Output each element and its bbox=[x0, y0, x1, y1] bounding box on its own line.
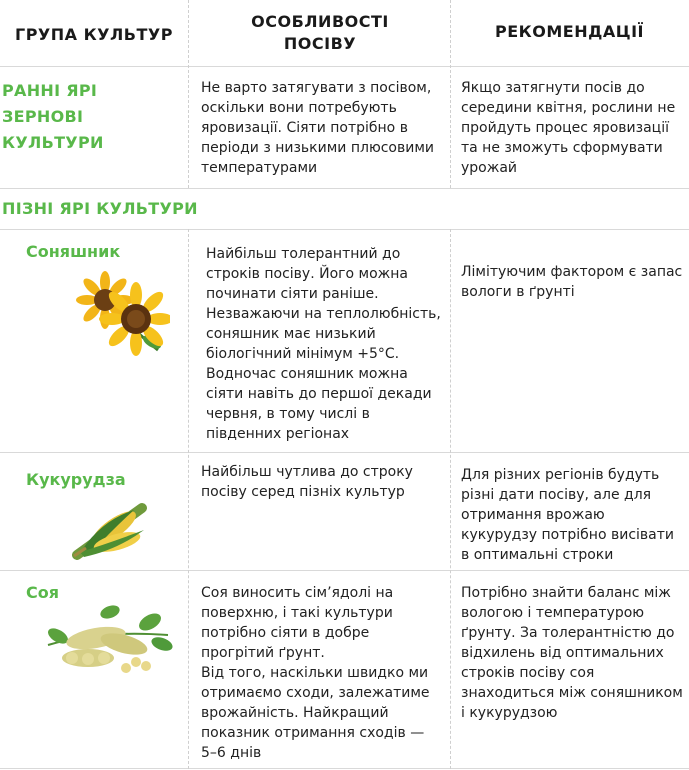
column-divider bbox=[188, 229, 189, 769]
divider-late-title bbox=[0, 229, 689, 230]
divider-sunflower bbox=[0, 452, 689, 453]
crop-name-sunflower: Соняшник bbox=[26, 242, 121, 261]
divider-header bbox=[0, 66, 689, 67]
soy-recommendation: Потрібно знайти баланс між вологою і температурою ґрунту. За толерантністю до відхилень від оптимальних строків посіву соя знаходиться між соняшником і кукурудзою bbox=[461, 585, 683, 721]
early-recommendation: Якщо затягнути посів до середини квітня, рослини не пройдуть процес яровизації та не зможуть сформувати урожай bbox=[461, 80, 676, 176]
sunflower-features: Найбільш толерантний до строків посіву. Його можна починати сіяти раніше. Незважаючи на теплолюбність, соняшник має низький біологічний мінімум +5°С. Водночас соняшник можна сіяти навіть до першої декади червня, в тому числі в південних регіонах bbox=[206, 246, 441, 442]
early-group-title: РАННІ ЯРІ ЗЕРНОВІ КУЛЬТУРИ bbox=[2, 81, 104, 152]
soybean-icon bbox=[38, 600, 178, 680]
soy-features: Соя виносить сім’ядолі на поверхню, і такі культури потрібно сіяти в добре прогрітий ґрунт. Від того, наскільки швидко ми отримаємо сходи, залежатиме врожайність. Найкращий показник отримання сходів — 5–6 днів bbox=[201, 585, 430, 761]
crop-name-corn: Кукурудза bbox=[26, 470, 126, 489]
sunflower-recommendation: Лімітуючим фактором є запас вологи в ґрунті bbox=[461, 264, 683, 300]
corn-features: Найбільш чутлива до строку посіву серед пізніх культур bbox=[201, 464, 413, 500]
header-group-column: ГРУПА КУЛЬТУР bbox=[15, 25, 173, 44]
late-group-title: ПІЗНІ ЯРІ КУЛЬТУРИ bbox=[2, 199, 198, 218]
crop-name-soy: Соя bbox=[26, 583, 60, 602]
early-features: Не варто затягувати з посівом, оскільки вони потребують яровизації. Сіяти потрібно в періоди з низькими плюсовими температурами bbox=[201, 80, 435, 176]
corn-recommendation: Для різних регіонів будуть різні дати посіву, але для отримання врожаю кукурудзу потрібно висівати в оптимальні строки bbox=[461, 467, 674, 563]
column-divider bbox=[450, 229, 451, 769]
header-features-column: ОСОБЛИВОСТІ ПОСІВУ bbox=[251, 12, 389, 53]
sunflower-icon bbox=[70, 270, 170, 360]
divider-early bbox=[0, 188, 689, 189]
divider-corn bbox=[0, 570, 689, 571]
corn-icon bbox=[72, 500, 152, 560]
header-recommendations-column: РЕКОМЕНДАЦІЇ bbox=[495, 22, 644, 41]
column-divider bbox=[450, 0, 451, 188]
column-divider bbox=[188, 0, 189, 188]
divider-bottom bbox=[0, 768, 689, 769]
